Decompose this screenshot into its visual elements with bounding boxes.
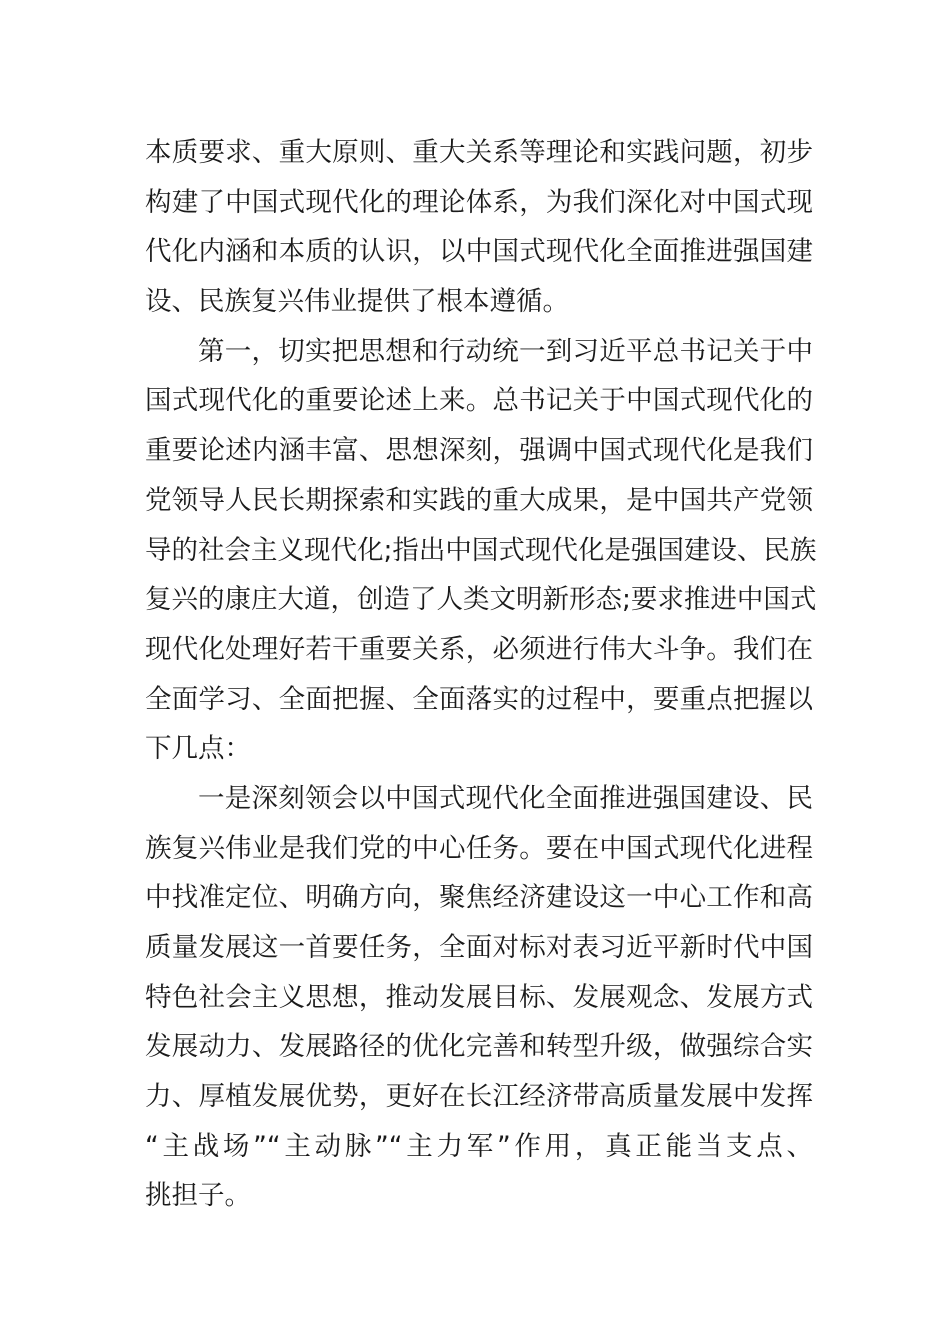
document-body xyxy=(145,128,817,1221)
text-line: 复兴的康庄大道，创造了人类文明新形态;要求推进中国式 xyxy=(145,584,817,616)
text-line: 代化内涵和本质的认识，以中国式现代化全面推进强国建 xyxy=(145,236,813,268)
text-line: 挑担子。 xyxy=(145,1180,251,1212)
text-line: 族复兴伟业是我们党的中心任务。要在中国式现代化进程 xyxy=(145,832,813,864)
text-line: 导的社会主义现代化;指出中国式现代化是强国建设、民族 xyxy=(145,534,817,566)
text-line: 重要论述内涵丰富、思想深刻，强调中国式现代化是我们 xyxy=(145,435,813,467)
text-line: 发展动力、发展路径的优化完善和转型升级，做强综合实 xyxy=(145,1031,813,1063)
text-line: 力、厚植发展优势，更好在长江经济带高质量发展中发挥 xyxy=(145,1081,813,1113)
text-line: 下几点： xyxy=(145,733,251,765)
text-line: 党领导人民长期探索和实践的重大成果，是中国共产党领 xyxy=(145,484,813,516)
text-line: 质量发展这一首要任务，全面对标对表习近平新时代中国 xyxy=(145,932,813,963)
paragraph-first-line: 第一，切实把思想和行动统一到习近平总书记关于中 xyxy=(198,335,813,367)
text-line: 本质要求、重大原则、重大关系等理论和实践问题，初步 xyxy=(145,137,813,168)
text-line: 设、民族复兴伟业提供了根本遵循。 xyxy=(145,286,569,318)
text-line: 构建了中国式现代化的理论体系，为我们深化对中国式现 xyxy=(145,186,813,218)
paragraph-first-line: 一是深刻领会以中国式现代化全面推进强国建设、民 xyxy=(198,782,813,814)
text-line: “主战场”“主动脉”“主力军”作用，真正能当支点、 xyxy=(145,1130,813,1162)
text-line: 特色社会主义思想，推动发展目标、发展观念、发展方式 xyxy=(145,981,813,1013)
text-line: 国式现代化的重要论述上来。总书记关于中国式现代化的 xyxy=(145,385,813,417)
text-line: 现代化处理好若干重要关系，必须进行伟大斗争。我们在 xyxy=(145,633,813,665)
text-line: 中找准定位、明确方向，聚焦经济建设这一中心工作和高 xyxy=(145,882,813,914)
text-line: 全面学习、全面把握、全面落实的过程中，要重点把握以 xyxy=(145,683,813,715)
